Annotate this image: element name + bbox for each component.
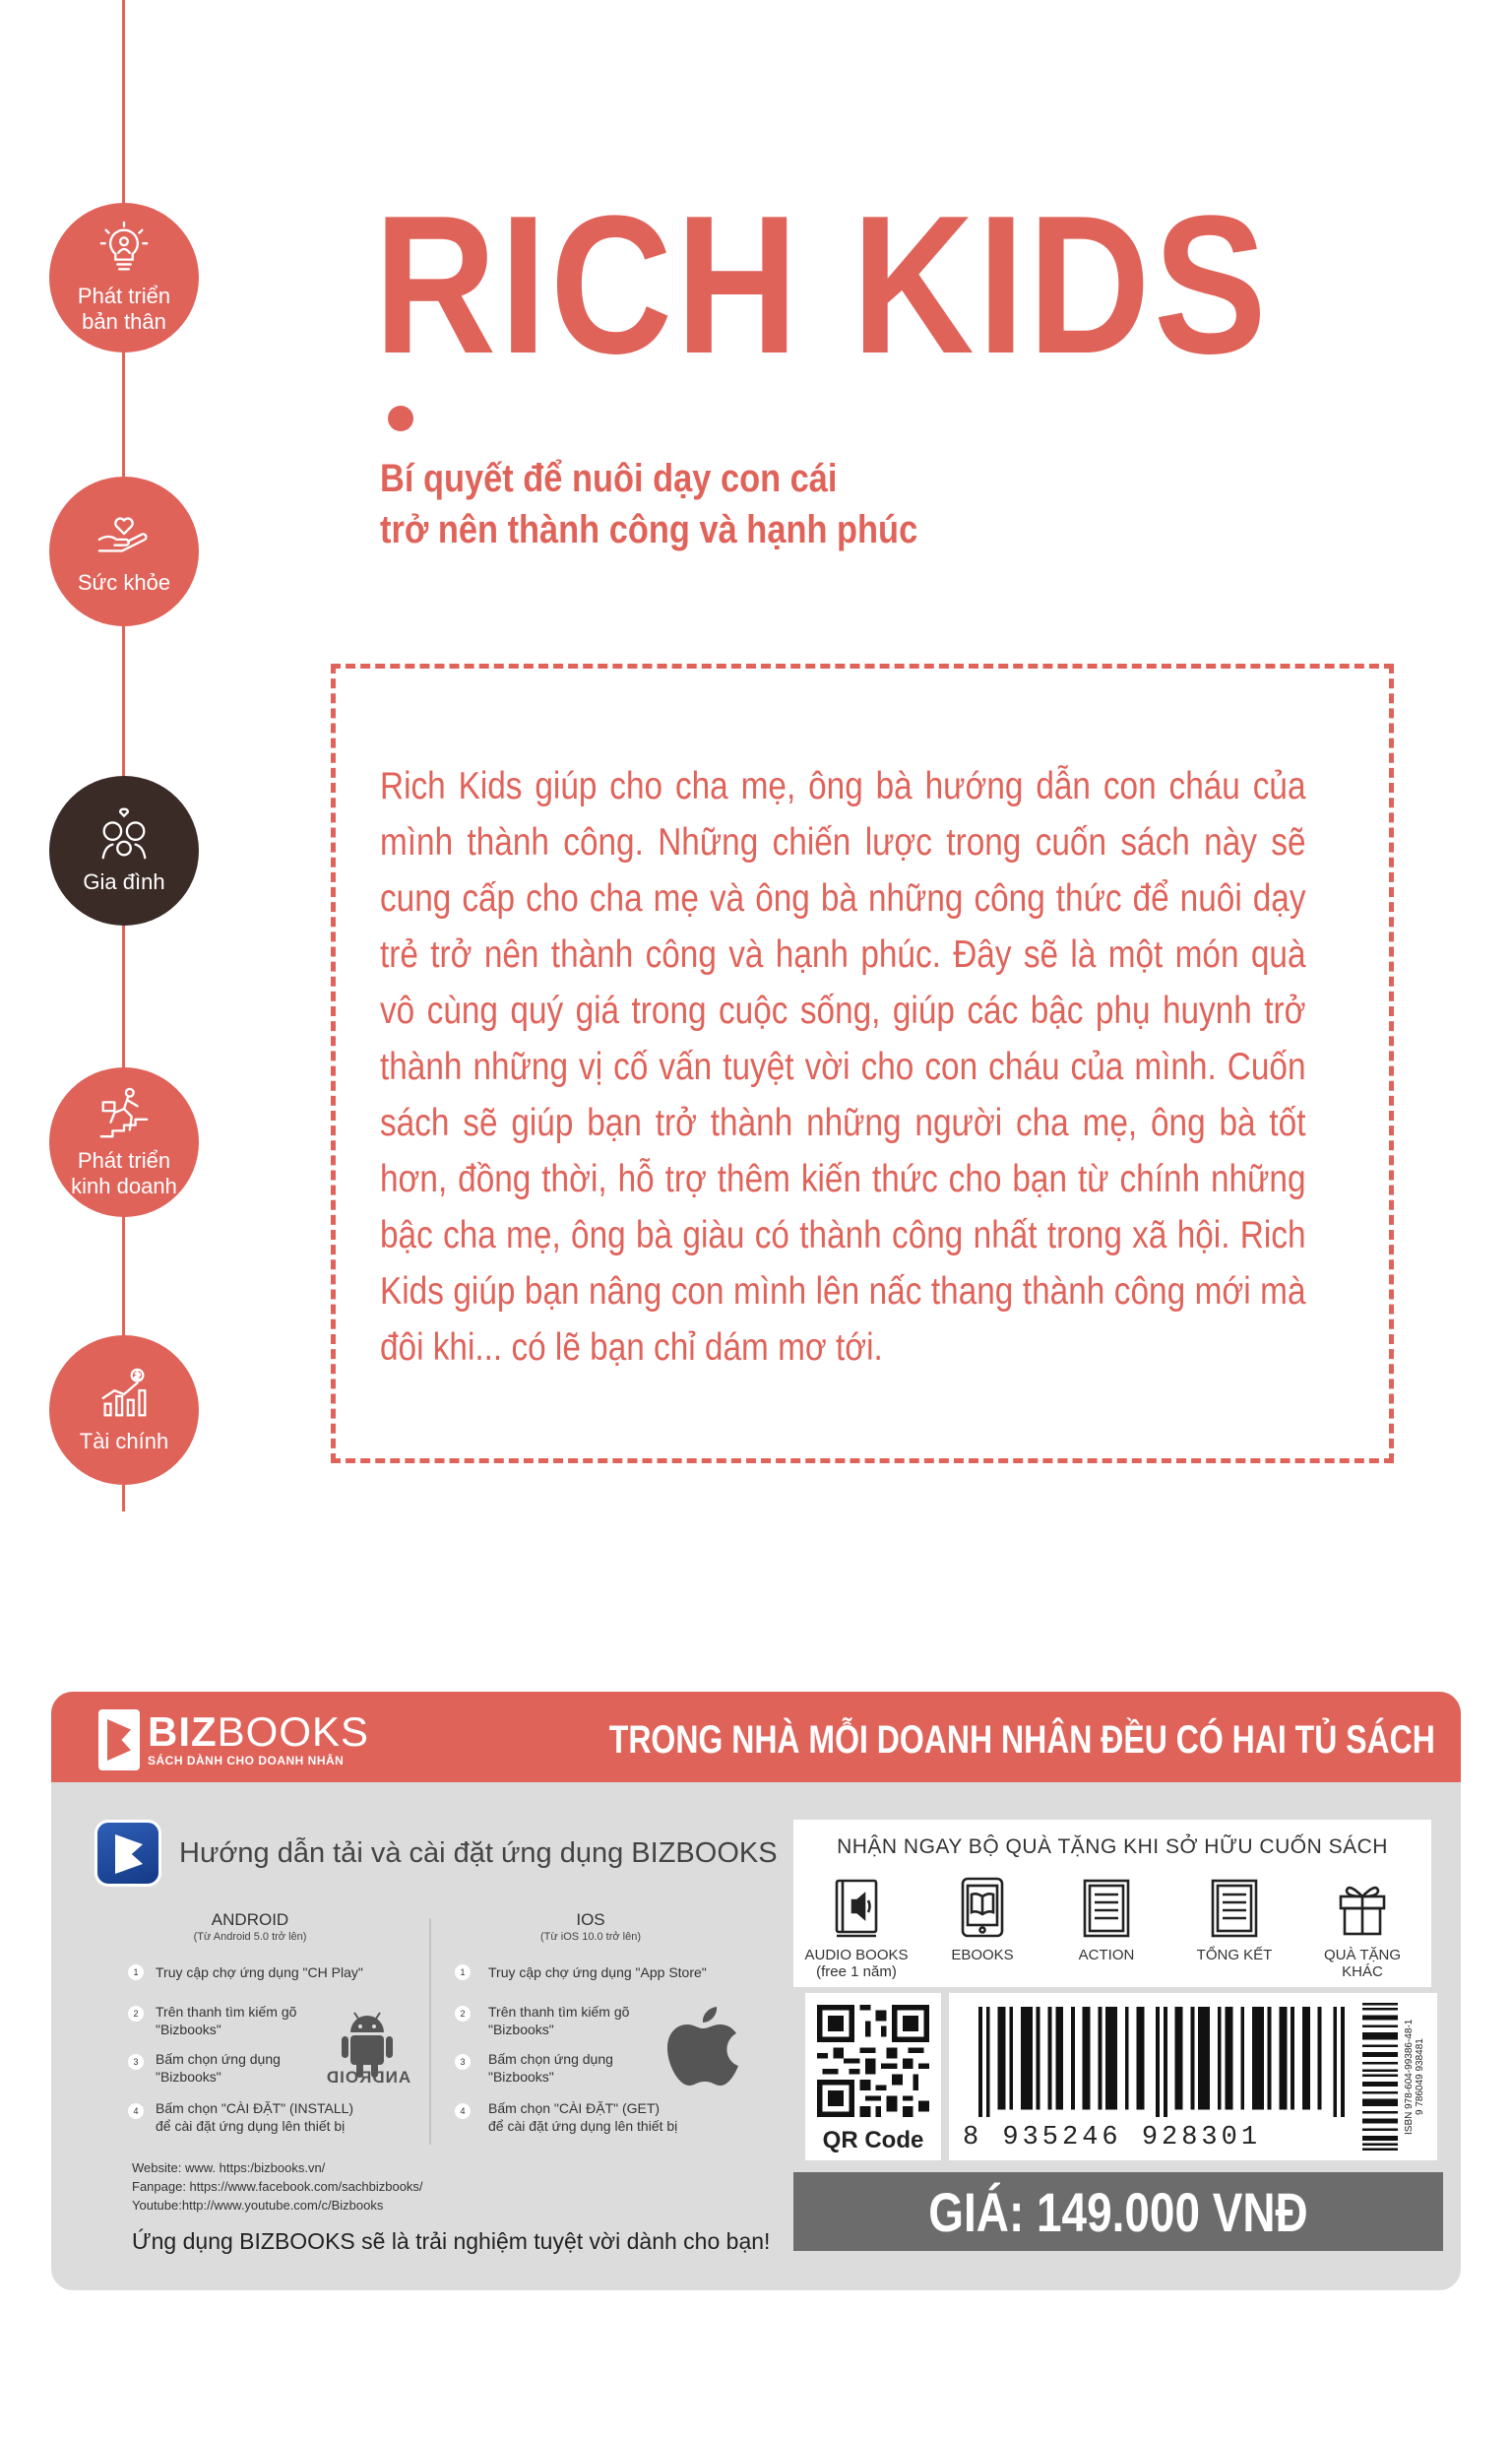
isbn-text <box>1404 2003 1433 2151</box>
summary-checklist-icon <box>1207 1877 1262 1940</box>
step-number: 2 <box>455 2006 471 2022</box>
family-icon <box>95 806 153 864</box>
audiobook-icon <box>829 1877 884 1940</box>
android-step-1: Truy cập chợ ứng dụng "CH Play" <box>156 1964 363 1980</box>
android-step-3: Bấm chọn ứng dụng "Bizbooks" <box>156 2051 281 2085</box>
barcode-panel <box>949 1993 1437 2160</box>
logo-name-thin: BOOKS <box>217 1708 370 1755</box>
category-label: Phát triển bản thân <box>77 284 171 334</box>
logo-tagline: SÁCH DÀNH CHO DOANH NHÂN <box>148 1754 345 1767</box>
publisher-links <box>132 2158 423 2215</box>
category-finance <box>49 1335 199 1485</box>
gift-item-audiobooks <box>797 1877 915 1980</box>
app-guide-title: Hướng dẫn tải và cài đặt ứng dụng BIZBOOKS <box>179 1837 778 1869</box>
business-climb-icon <box>95 1085 153 1142</box>
category-health <box>49 477 199 626</box>
category-label: Sức khỏe <box>77 570 171 595</box>
barcode-digits: 8 935246 928301 <box>963 2123 1262 2152</box>
step-number: 3 <box>128 2054 144 2070</box>
android-step-4: Bấm chọn "CÀI ĐẶT" (INSTALL) để cài đặt ứng dụng lên thiết bị <box>156 2100 354 2134</box>
qr-panel <box>805 1993 941 2160</box>
gift-label: ACTION <box>1078 1947 1135 1963</box>
category-personal-development <box>49 203 199 353</box>
qr-label: QR Code <box>822 2127 924 2153</box>
qr-code-image[interactable] <box>817 2005 929 2117</box>
step-number: 4 <box>128 2103 144 2119</box>
android-subtitle: (Từ Android 5.0 trở lên) <box>193 1931 307 1943</box>
finance-chart-icon <box>95 1366 153 1423</box>
gift-item-other <box>1303 1877 1421 1980</box>
category-family <box>49 776 199 926</box>
apple-logo-icon <box>665 2005 740 2089</box>
isbn-barcode <box>1362 2003 1398 2151</box>
heart-hands-icon <box>95 507 153 564</box>
step-number: 4 <box>455 2103 471 2119</box>
category-business-development <box>49 1067 199 1217</box>
category-label: Phát triển kinh doanh <box>71 1148 177 1198</box>
title-dot <box>388 406 413 431</box>
book-subtitle <box>380 453 973 555</box>
publisher-band <box>51 1692 1461 1782</box>
gift-panel <box>793 1820 1431 1987</box>
publisher-slogan: TRONG NHÀ MỖI DOANH NHÂN ĐỀU CÓ HAI TỦ SÁCH <box>608 1718 1435 1762</box>
android-step-2: Trên thanh tìm kiếm gõ "Bizbooks" <box>156 2004 297 2037</box>
ios-step-3: Bấm chọn ứng dụng "Bizbooks" <box>488 2051 613 2085</box>
gift-label: AUDIO BOOKS (free 1 năm) <box>804 1947 909 1980</box>
gift-item-summary <box>1175 1877 1293 1963</box>
ios-title: IOS <box>576 1910 605 1929</box>
price-label: GIÁ: 149.000 VNĐ <box>928 2181 1308 2243</box>
os-divider <box>429 1918 431 2145</box>
gift-heading: NHẬN NGAY BỘ QUÀ TẶNG KHI SỞ HỮU CUỐN SÁCH <box>837 1835 1388 1858</box>
step-number: 1 <box>455 1964 471 1980</box>
youtube-link[interactable]: Youtube:http://www.youtube.com/c/Bizbooks <box>132 2198 384 2213</box>
gift-label: TỔNG KẾT <box>1196 1947 1273 1963</box>
gift-item-action <box>1047 1877 1166 1963</box>
publisher-logo <box>148 1708 370 1768</box>
ean-barcode <box>978 2007 1345 2117</box>
isbn-digits: 9 786049 938481 <box>1415 2038 1425 2115</box>
subtitle-line-2: trở nên thành công và hạnh phúc <box>380 508 918 551</box>
bizbooks-app-icon <box>94 1820 161 1887</box>
book-title: RICH KIDS <box>374 175 1271 395</box>
logo-name-bold: BIZ <box>148 1708 218 1755</box>
price-bar <box>793 2172 1443 2251</box>
step-number: 2 <box>128 2006 144 2022</box>
publisher-panel <box>51 1692 1461 2290</box>
gift-box-icon <box>1335 1877 1390 1940</box>
subtitle-line-1: Bí quyết để nuôi dạy con cái <box>380 457 838 500</box>
book-description: Rich Kids giúp cho cha mẹ, ông bà hướng dẫn con cháu của mình thành công. Những chiến lược trong cuốn sách này sẽ cung cấp cho cha mẹ và ông bà những công thức để nuôi dạy trẻ trở nên thành công và hạnh phúc. Đây sẽ là một món quà vô cùng quý giá trong cuộc sống, giúp các bậc phụ huynh trở thành những vị cố vấn tuyệt vời cho con cháu của mình. Cuốn sách sẽ giúp bạn trở thành những người cha mẹ, ông bà tốt hơn, đồng thời, hỗ trợ thêm kiến thức cho bạn từ chính những bậc cha mẹ, ông bà giàu có thành công nhất trong xã hội. Rich Kids giúp bạn nâng con mình lên nấc thang thành công mới mà đôi khi... có lẽ bạn chỉ dám mơ tới. <box>380 765 1306 1369</box>
ios-step-4: Bấm chọn "CÀI ĐẶT" (GET) để cài đặt ứng dụng lên thiết bị <box>488 2100 678 2134</box>
android-title: ANDROID <box>211 1910 289 1929</box>
isbn-number: ISBN 978-604-99386-48-1 <box>1404 2019 1415 2135</box>
lightbulb-person-icon <box>95 221 153 278</box>
action-checklist-icon <box>1079 1877 1134 1940</box>
step-number: 1 <box>128 1964 144 1980</box>
bizbooks-logo-icon <box>98 1709 140 1770</box>
gift-label: QUÀ TẶNG KHÁC <box>1323 1947 1402 1980</box>
ebook-tablet-icon <box>955 1877 1010 1940</box>
category-label: Gia đình <box>83 869 165 894</box>
ios-step-2: Trên thanh tìm kiếm gõ "Bizbooks" <box>488 2004 630 2037</box>
ios-step-1: Truy cập chợ ứng dụng "App Store" <box>488 1964 707 1980</box>
category-label: Tài chính <box>79 1429 169 1453</box>
fanpage-link[interactable]: Fanpage: https://www.facebook.com/sachbizbooks/ <box>132 2179 423 2194</box>
website-link[interactable]: Website: www. https:/bizbooks.vn/ <box>132 2160 326 2175</box>
gift-item-ebooks <box>923 1877 1041 1963</box>
gift-label: EBOOKS <box>951 1947 1014 1963</box>
ios-subtitle: (Từ iOS 10.0 trở lên) <box>540 1931 641 1943</box>
step-number: 3 <box>455 2054 471 2070</box>
android-wordmark: ANDROID <box>325 2068 411 2087</box>
app-closing-line: Ứng dụng BIZBOOKS sẽ là trải nghiệm tuyệt vời dành cho bạn! <box>132 2228 771 2254</box>
